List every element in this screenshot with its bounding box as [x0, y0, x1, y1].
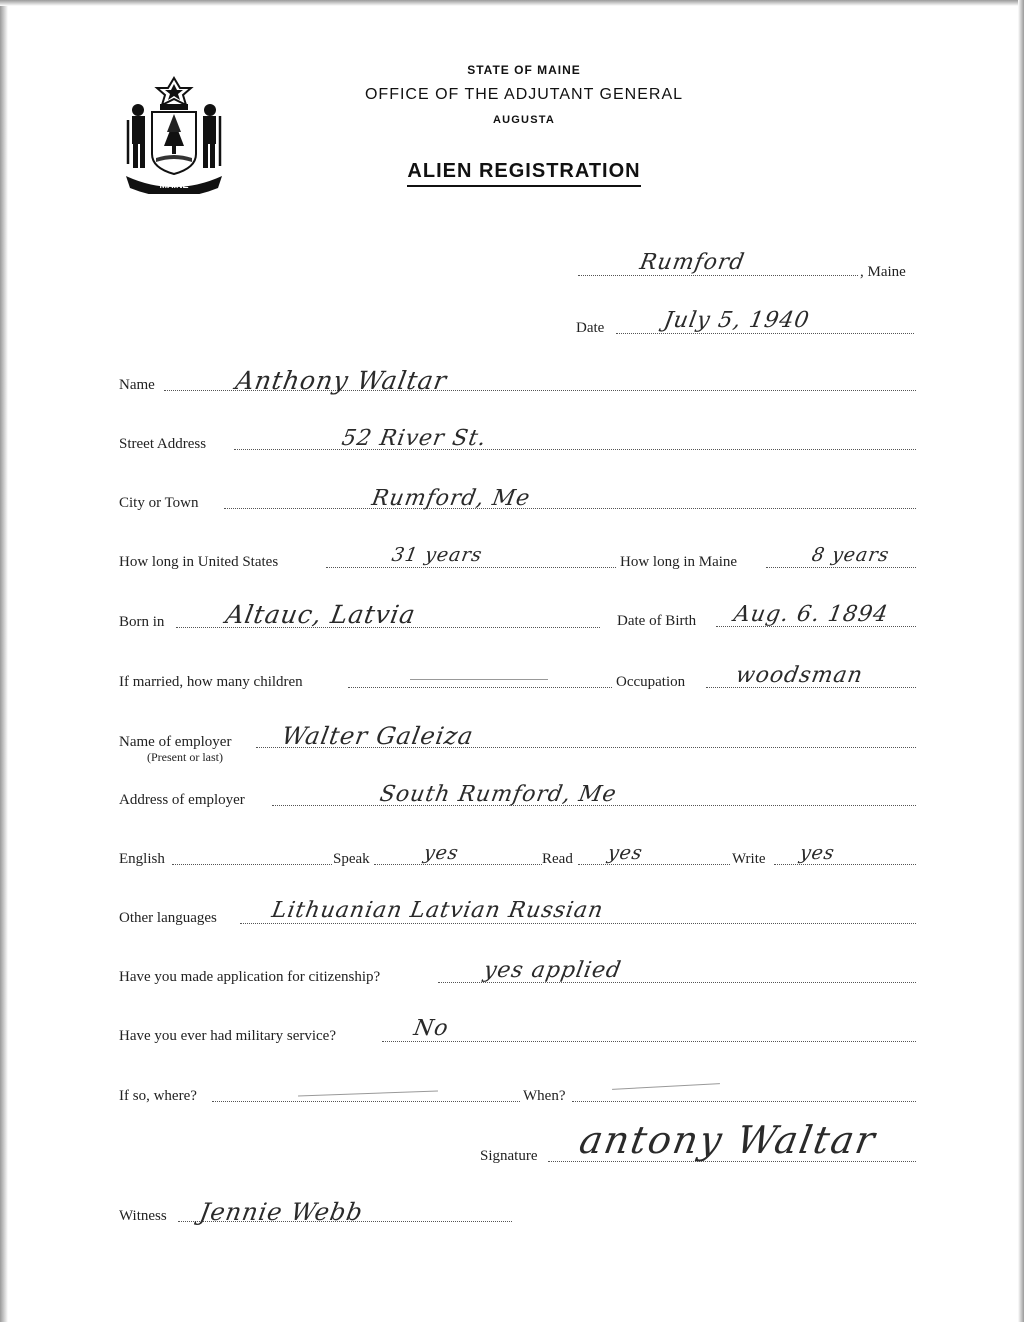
town-line [578, 275, 858, 276]
scan-edge-left [0, 0, 8, 1322]
form-title [12, 160, 1024, 183]
english-label: English [119, 851, 165, 867]
date-label: Date [576, 320, 605, 336]
date-of-birth-label: Date of Birth [617, 613, 697, 629]
speak-line [374, 864, 542, 865]
speak-label: Speak [333, 851, 370, 867]
witness-label: Witness [119, 1208, 167, 1224]
how-long-us-line [326, 567, 616, 568]
maine-suffix-label: , Maine [860, 264, 906, 280]
signature-label: Signature [480, 1148, 538, 1164]
city-town-value: Rumford, Me [369, 486, 533, 511]
date-of-birth-value: Aug. 6. 1894 [731, 602, 891, 627]
employer-address-value: South Rumford, Me [377, 782, 619, 807]
employer-address-label: Address of employer [119, 792, 245, 808]
other-languages-label: Other languages [119, 910, 217, 926]
employer-note-label: (Present or last) [147, 750, 223, 764]
children-blank-dash [410, 679, 548, 680]
write-label: Write [732, 851, 766, 867]
occupation-value: woodsman [733, 663, 866, 688]
other-languages-line [240, 923, 916, 924]
street-address-line [234, 449, 916, 450]
where-blank-dash [298, 1091, 438, 1097]
military-label: Have you ever had military service? [119, 1028, 336, 1044]
employer-name-value: Walter Galeiza [279, 722, 476, 750]
employer-name-label: Name of employer [119, 734, 232, 750]
write-value: yes [798, 842, 837, 864]
seal-banner-text: MAINE [159, 180, 189, 190]
witness-value: Jennie Webb [197, 1198, 366, 1226]
office-heading: OFFICE OF THE ADJUTANT GENERAL [364, 86, 684, 103]
scan-edge-top [0, 0, 1024, 6]
how-long-maine-line [766, 567, 916, 568]
street-address-value: 52 River St. [339, 426, 489, 451]
english-line [172, 864, 332, 865]
other-languages-value: Lithuanian Latvian Russian [269, 898, 606, 923]
city-town-line [224, 508, 916, 509]
when-label: When? [523, 1088, 566, 1104]
military-value: No [411, 1016, 451, 1041]
state-heading: STATE OF MAINE [467, 63, 581, 77]
born-in-value: Altauc, Latvia [223, 600, 419, 629]
citizenship-label: Have you made application for citizenship? [119, 969, 381, 985]
town-value: Rumford [637, 250, 747, 275]
citizenship-value: yes applied [481, 958, 624, 983]
name-label: Name [119, 377, 155, 393]
married-children-label: If married, how many children [119, 674, 303, 690]
how-long-us-value: 31 years [390, 544, 485, 566]
speak-value: yes [422, 842, 461, 864]
street-address-label: Street Address [119, 436, 207, 452]
date-value: July 5, 1940 [661, 308, 812, 333]
occupation-label: Occupation [616, 674, 686, 690]
city-heading: AUGUSTA [493, 114, 555, 126]
date-line [616, 333, 914, 334]
when-line [572, 1101, 916, 1102]
how-long-maine-value: 8 years [810, 544, 892, 566]
if-so-where-label: If so, where? [119, 1088, 197, 1104]
how-long-maine-label: How long in Maine [620, 554, 738, 570]
military-line [382, 1041, 916, 1042]
if-so-where-line [212, 1101, 520, 1102]
read-value: yes [606, 842, 645, 864]
scan-edge-right [1018, 0, 1024, 1322]
name-value: Anthony Waltar [233, 366, 450, 395]
form-title-text: ALIEN REGISTRATION [407, 160, 640, 187]
read-line [578, 864, 730, 865]
city-town-label: City or Town [119, 495, 199, 511]
married-children-line [348, 687, 612, 688]
signature-value: antony Waltar [576, 1118, 880, 1162]
when-blank-dash [612, 1083, 720, 1090]
write-line [774, 864, 916, 865]
read-label: Read [542, 851, 573, 867]
how-long-us-label: How long in United States [119, 554, 279, 570]
born-in-label: Born in [119, 614, 165, 630]
